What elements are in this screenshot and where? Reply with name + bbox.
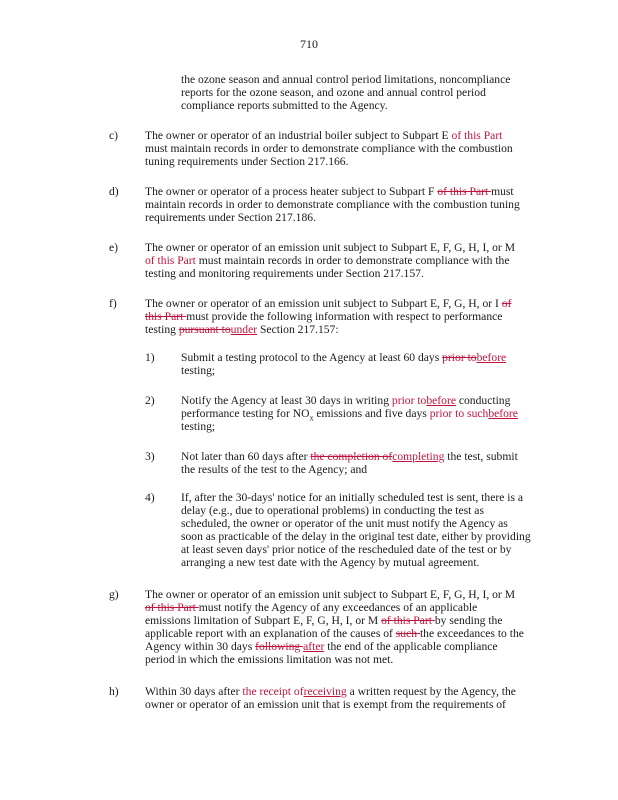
text-segment: The owner or operator of an industrial boiler subject to Subpart E <box>145 129 452 142</box>
item-c-text <box>145 129 525 168</box>
inserted-text: under <box>230 323 258 336</box>
text-segment: the ozone season and annual control period limitations, noncompliance reports for the ozone season, and ozone and annual control period compliance reports submitted to the Agency. <box>181 73 511 112</box>
deleted-text: prior to <box>442 351 477 364</box>
inserted-text: the receipt of <box>242 685 304 698</box>
text-segment: The owner or operator of an emission unit subject to Subpart E, F, G, H, I, or M <box>145 588 516 601</box>
text-segment: by sending the applicable report with an explanation of the causes of <box>145 614 503 640</box>
text-segment: The owner or operator of an emission unit subject to Subpart E, F, G, H, or I <box>145 297 502 310</box>
item-c-label: c) <box>109 129 119 142</box>
item-f3-text <box>181 450 531 476</box>
inserted-text: before <box>476 351 507 364</box>
text-segment: The owner or operator of a process heater subject to Subpart F <box>145 185 438 198</box>
text-segment: the test, submit the results of the test to the Agency; and <box>181 450 518 476</box>
text-segment: a written request by the Agency, the owner or operator of an emission unit that is exempt from the requirements of <box>145 685 516 711</box>
text-segment: the end of the applicable compliance period in which the emissions limitation was not met. <box>145 640 498 666</box>
inserted-text: after <box>303 640 325 653</box>
inserted-text: of this Part <box>145 254 196 267</box>
item-f4-label: 4) <box>145 491 155 504</box>
deleted-text: the completion of <box>310 450 393 463</box>
inserted-text: before <box>426 394 456 407</box>
text-segment: must maintain records in order to demonstrate compliance with the combustion tuning requirements under Section 217.166. <box>145 142 513 168</box>
deleted-text: of this Part <box>145 297 512 323</box>
text-segment: Submit a testing protocol to the Agency at least 60 days <box>181 351 443 364</box>
item-f2-label: 2) <box>145 394 155 407</box>
item-f3-label: 3) <box>145 450 155 463</box>
deleted-text: of this Part <box>381 614 435 627</box>
inserted-text: before <box>488 407 518 420</box>
text-segment: testing; <box>181 364 216 377</box>
text-segment: must notify the Agency of any exceedances of an applicable emissions limitation of Subpart E, F, G, H, I, or M <box>145 601 478 627</box>
inserted-text: receiving <box>303 685 347 698</box>
deleted-text: following <box>255 640 304 653</box>
text-segment: Within 30 days after <box>145 685 243 698</box>
item-h-text <box>145 685 525 711</box>
item-f1-text <box>181 351 531 377</box>
inserted-text: x <box>309 413 314 423</box>
item-f-label: f) <box>109 297 117 310</box>
text-segment: If, after the 30-days' notice for an initially scheduled test is sent, there is a delay (e.g., due to operational problems) in conducting the test as scheduled, the owner or operator of the unit must notify the Agency as soon as practicable of the delay in the original test date, either by providing at least seven days' prior notice of the rescheduled date of the test or by arranging a new test date with the Agency by mutual agreement. <box>181 491 531 569</box>
inserted-text: of this Part <box>451 129 503 142</box>
text-segment: The owner or operator of an emission unit subject to Subpart E, F, G, H, I, or M <box>145 241 516 254</box>
text-segment: emissions and five days <box>313 407 430 420</box>
item-g-label: g) <box>109 588 119 601</box>
text-segment: Not later than 60 days after <box>181 450 311 463</box>
item-d-text <box>145 185 525 224</box>
text-segment: conducting performance testing for NO <box>181 394 511 420</box>
item-e-text <box>145 241 525 280</box>
text-segment: must maintain records in order to demonstrate compliance with the testing and monitoring requirements under Section 217.157. <box>145 254 510 280</box>
item-d-label: d) <box>109 185 119 198</box>
text-segment: the exceedances to the Agency within 30 days <box>145 627 524 653</box>
item-g-text <box>145 588 525 666</box>
deleted-text: of this Part <box>437 185 492 198</box>
item-h-label: h) <box>109 685 119 698</box>
item-f4-text <box>181 491 531 569</box>
item-f2-text <box>181 394 531 433</box>
page-number: 710 <box>300 37 318 51</box>
inserted-text: prior to <box>391 394 427 407</box>
text-segment: Notify the Agency at least 30 days in writing <box>181 394 392 407</box>
item-f-text <box>145 297 525 336</box>
deleted-text: pursuant to <box>178 323 231 336</box>
text-segment: must provide the following information with respect to performance testing <box>145 310 503 336</box>
inserted-text: completing <box>392 450 445 463</box>
item-e-label: e) <box>109 241 119 254</box>
deleted-text: such <box>395 627 420 640</box>
inserted-text: prior to such <box>429 407 489 420</box>
text-segment: testing; <box>181 420 216 433</box>
text-segment: Section 217.157: <box>257 323 339 336</box>
item-f1-label: 1) <box>145 351 155 364</box>
intro-paragraph <box>181 73 531 112</box>
text-segment: must maintain records in order to demonstrate compliance with the combustion tuning requirements under Section 217.186. <box>145 185 520 224</box>
deleted-text: of this Part <box>145 601 199 614</box>
